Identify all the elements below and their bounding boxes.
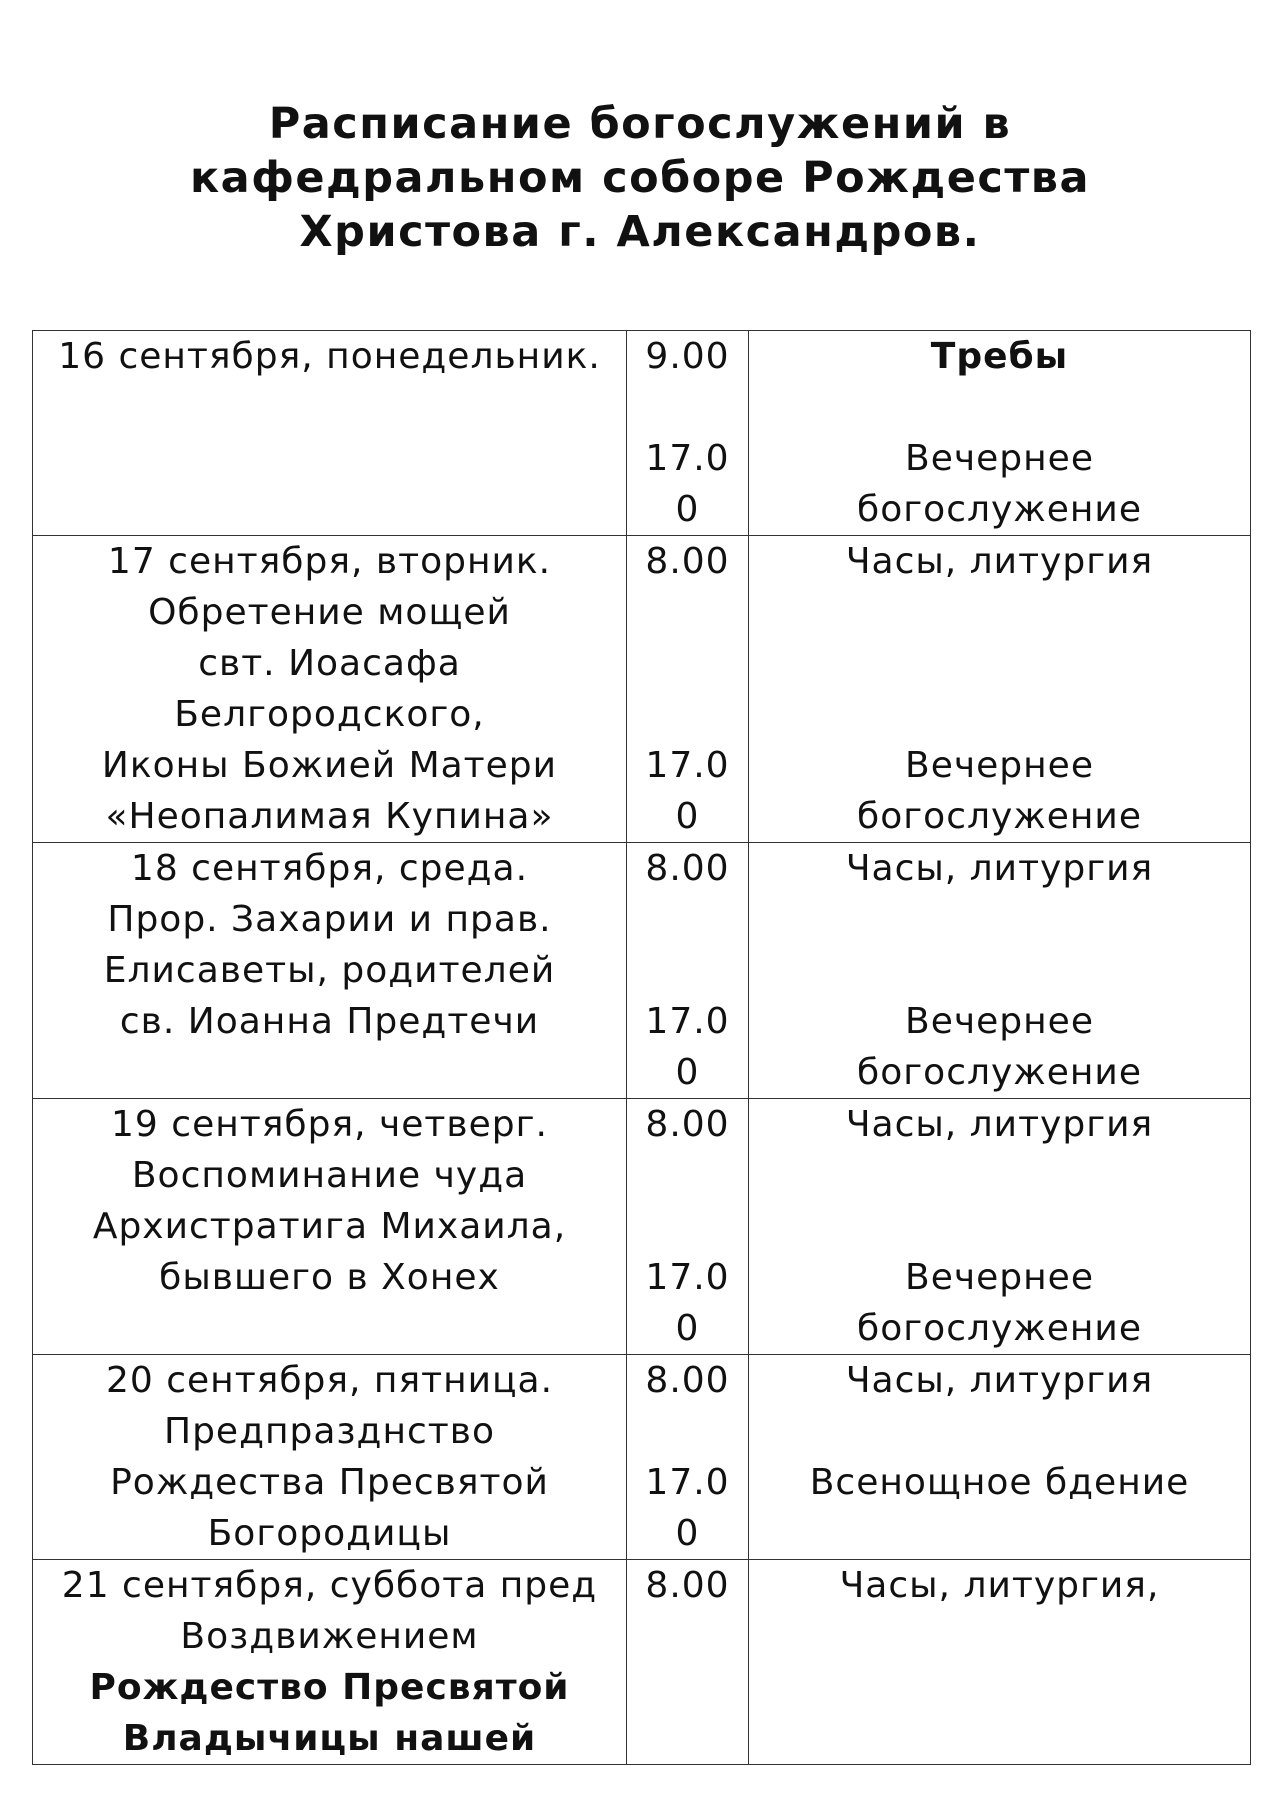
spacer <box>627 945 748 996</box>
day-line: Воспоминание чуда <box>131 1155 528 1196</box>
schedule-table <box>32 330 1251 1765</box>
day-line: 18 сентября, среда. <box>130 848 529 889</box>
title-line: кафедральном соборе Рождества <box>190 153 1090 203</box>
service-cell <box>749 1355 1251 1560</box>
service-line: Часы, литургия <box>845 541 1154 582</box>
page-title <box>0 97 1280 259</box>
day-line: Елисаветы, родителей <box>103 950 556 991</box>
spacer <box>749 689 1250 740</box>
day-cell <box>33 1355 627 1560</box>
spacer <box>627 1406 748 1457</box>
day-line: Архистратига Михаила, <box>92 1206 567 1247</box>
spacer <box>749 382 1250 433</box>
service-line: Часы, литургия, <box>839 1565 1160 1606</box>
spacer <box>749 1406 1250 1457</box>
spacer <box>627 1150 748 1201</box>
time-line: 8.00 <box>645 848 730 889</box>
time-line: 0 <box>675 489 700 530</box>
day-line: св. Иоанна Предтечи <box>119 1001 540 1042</box>
time-cell <box>627 1355 749 1560</box>
service-line: богослужение <box>857 1052 1142 1093</box>
time-line: 8.00 <box>645 541 730 582</box>
spacer <box>749 1150 1250 1201</box>
spacer <box>749 1201 1250 1252</box>
table-row <box>33 1560 1251 1765</box>
time-cell <box>627 331 749 536</box>
spacer <box>627 587 748 638</box>
service-line: Часы, литургия <box>845 1360 1154 1401</box>
time-line: 8.00 <box>645 1104 730 1145</box>
service-cell <box>749 536 1251 843</box>
spacer <box>627 1201 748 1252</box>
service-cell <box>749 1560 1251 1765</box>
service-line: богослужение <box>857 1308 1142 1349</box>
day-cell <box>33 1560 627 1765</box>
table-row <box>33 536 1251 843</box>
time-line: 0 <box>675 1052 700 1093</box>
service-cell <box>749 331 1251 536</box>
service-line: Вечернее <box>905 1257 1094 1298</box>
day-line: 21 сентября, суббота пред <box>61 1565 598 1606</box>
day-cell <box>33 843 627 1099</box>
time-cell <box>627 843 749 1099</box>
time-line: 17.0 <box>645 438 730 479</box>
spacer <box>749 638 1250 689</box>
day-line: Богородицы <box>207 1513 452 1554</box>
time-line: 0 <box>675 1308 700 1349</box>
time-line: 8.00 <box>645 1360 730 1401</box>
day-line: Обретение мощей <box>148 592 511 633</box>
service-cell <box>749 1099 1251 1355</box>
time-line: 17.0 <box>645 745 730 786</box>
service-line: Всенощное бдение <box>809 1462 1190 1503</box>
service-line: Часы, литургия <box>845 848 1154 889</box>
day-line: бывшего в Хонех <box>159 1257 500 1298</box>
spacer <box>749 894 1250 945</box>
day-line: Белгородского, <box>174 694 485 735</box>
service-cell <box>749 843 1251 1099</box>
service-line: богослужение <box>857 489 1142 530</box>
title-line: Христова г. Александров. <box>299 207 981 257</box>
feast-line: Владычицы нашей <box>122 1718 537 1759</box>
day-cell <box>33 536 627 843</box>
day-line: Рождества Пресвятой <box>110 1462 549 1503</box>
time-line: 17.0 <box>645 1462 730 1503</box>
time-cell <box>627 1560 749 1765</box>
table-row <box>33 1355 1251 1560</box>
service-line: Вечернее <box>905 438 1094 479</box>
day-line: 20 сентября, пятница. <box>105 1360 554 1401</box>
spacer <box>749 945 1250 996</box>
day-line: 16 сентября, понедельник. <box>58 336 601 377</box>
day-line: Прор. Захарии и прав. <box>107 899 552 940</box>
spacer <box>627 894 748 945</box>
service-line: богослужение <box>857 796 1142 837</box>
time-line: 9.00 <box>645 336 730 377</box>
time-line: 17.0 <box>645 1001 730 1042</box>
time-line: 17.0 <box>645 1257 730 1298</box>
day-line: 17 сентября, вторник. <box>107 541 552 582</box>
feast-line: Рождество Пресвятой <box>89 1667 570 1708</box>
table-row <box>33 1099 1251 1355</box>
spacer <box>627 638 748 689</box>
title-line: Расписание богослужений в <box>268 99 1012 149</box>
day-line: свт. Иоасафа <box>198 643 461 684</box>
day-line: 19 сентября, четверг. <box>111 1104 548 1145</box>
spacer <box>627 382 748 433</box>
table-row <box>33 843 1251 1099</box>
day-line: Воздвижением <box>180 1616 479 1657</box>
table-row <box>33 331 1251 536</box>
service-line: Часы, литургия <box>845 1104 1154 1145</box>
service-line: Вечернее <box>905 745 1094 786</box>
time-line: 0 <box>675 1513 700 1554</box>
service-line: Требы <box>930 336 1069 377</box>
spacer <box>749 587 1250 638</box>
time-cell <box>627 1099 749 1355</box>
day-cell <box>33 331 627 536</box>
time-line: 8.00 <box>645 1565 730 1606</box>
time-line: 0 <box>675 796 700 837</box>
spacer <box>627 689 748 740</box>
day-line: «Неопалимая Купина» <box>105 796 554 837</box>
day-line: Иконы Божией Матери <box>101 745 558 786</box>
day-cell <box>33 1099 627 1355</box>
time-cell <box>627 536 749 843</box>
service-line: Вечернее <box>905 1001 1094 1042</box>
day-line: Предпразднство <box>164 1411 495 1452</box>
